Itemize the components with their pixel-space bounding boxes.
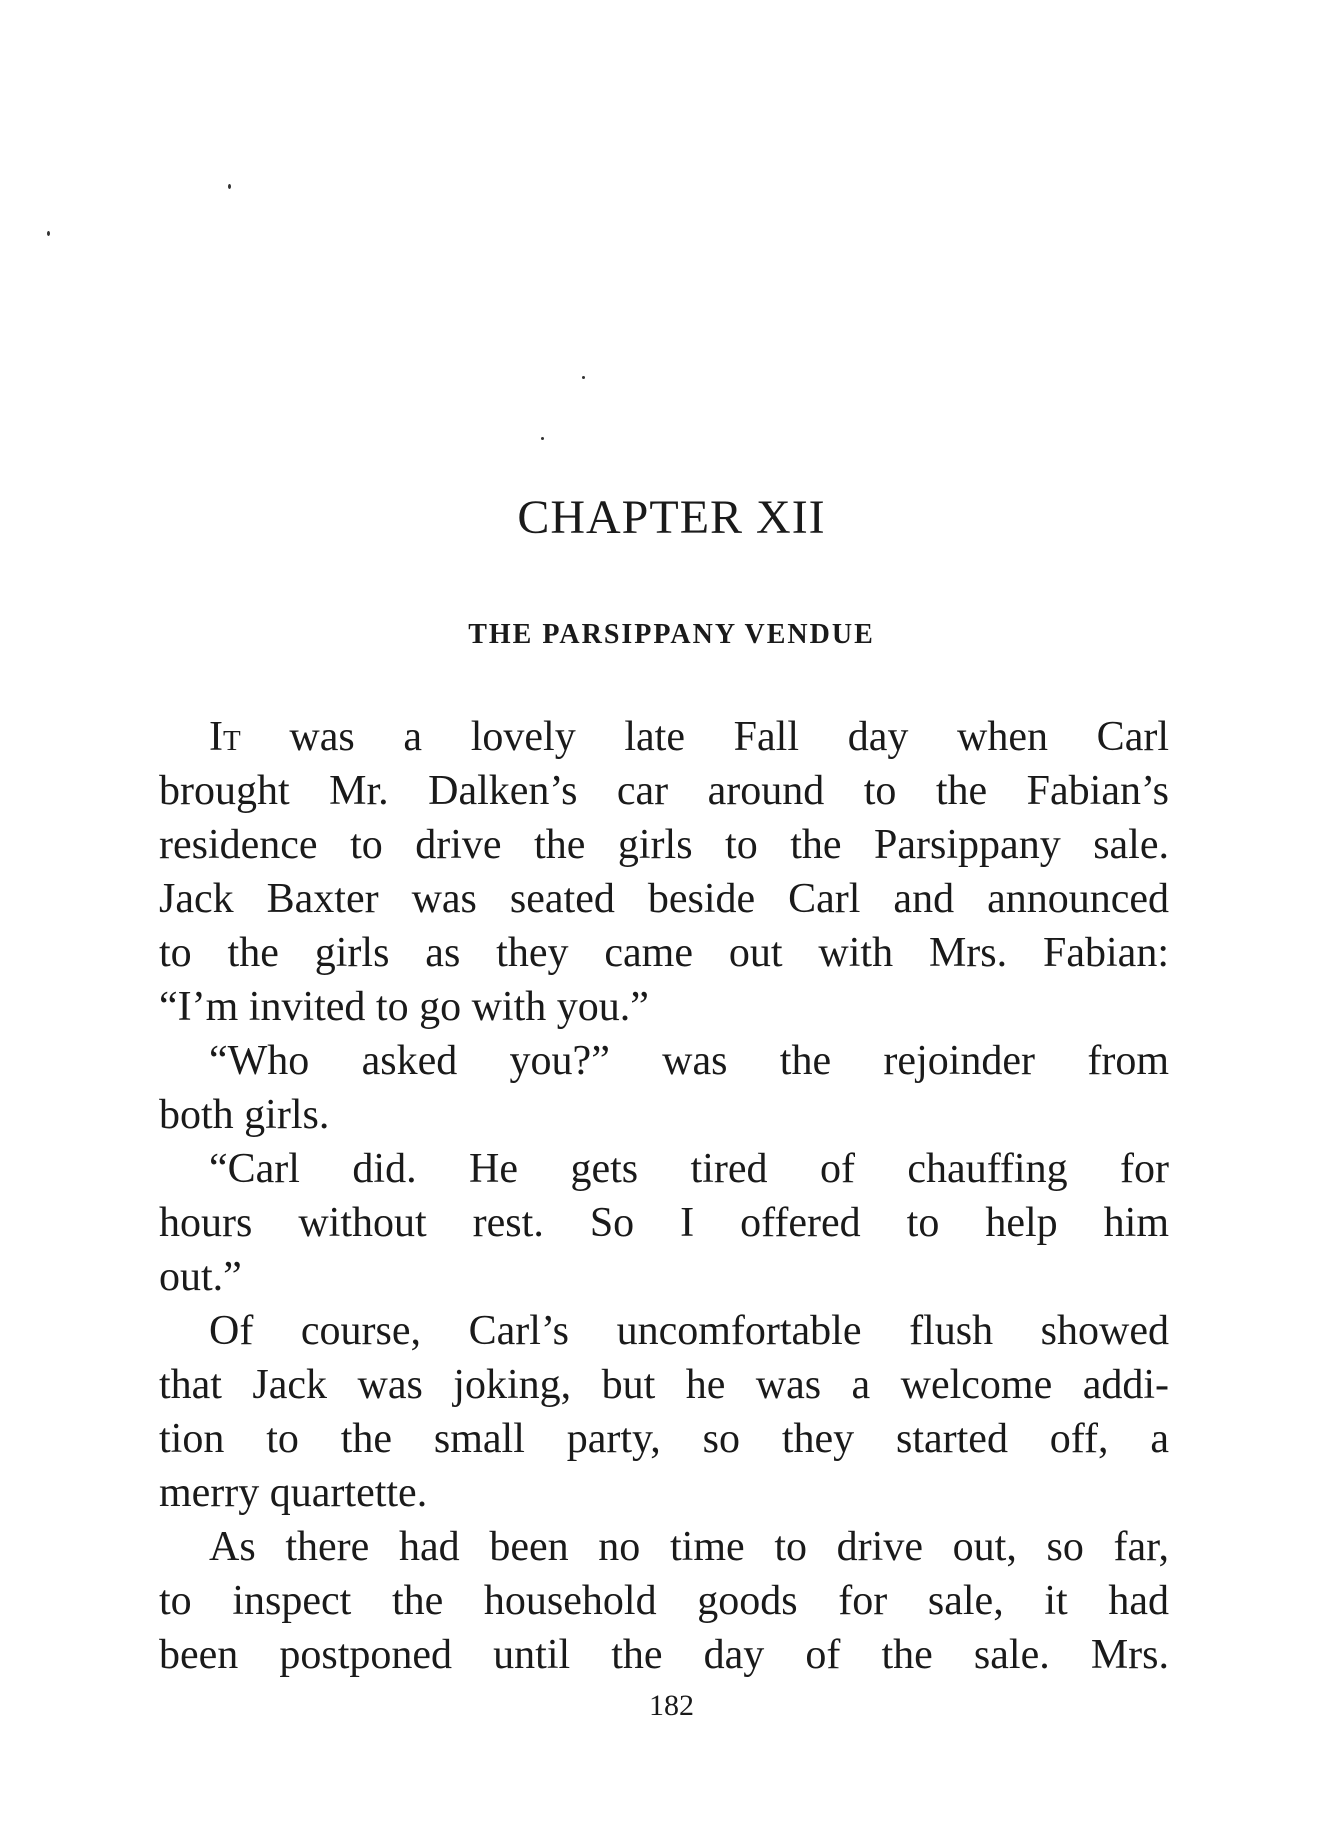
text-line: merry quartette. <box>159 1470 428 1516</box>
text-line: As there had been no time to drive out, so far, <box>209 1524 1169 1570</box>
text-line: “Carl did. He gets tired of chauffing for <box>209 1146 1169 1192</box>
paper-speck <box>47 231 50 236</box>
text-line: “Who asked you?” was the rejoinder from <box>209 1038 1169 1084</box>
body-text <box>159 710 1169 1682</box>
text-line: been postponed until the day of the sale. Mrs. <box>159 1632 1169 1678</box>
text-line: brought Mr. Dalken’s car around to the Fabian’s <box>159 768 1169 814</box>
text-line: residence to drive the girls to the Parsippany sale. <box>159 822 1169 868</box>
text-line: hours without rest. So I offered to help him <box>159 1200 1169 1246</box>
text-line-content: was a lovely late Fall day when Carl <box>240 714 1169 760</box>
paper-speck <box>228 184 231 189</box>
paper-speck <box>541 437 544 440</box>
page-number: 182 <box>649 1689 694 1722</box>
text-line: that Jack was joking, but he was a welcome addi- <box>159 1362 1169 1408</box>
text-line <box>159 710 1169 764</box>
text-line: out.” <box>159 1254 242 1300</box>
text-line: Of course, Carl’s uncomfortable flush showed <box>209 1308 1169 1354</box>
paper-speck <box>582 376 585 379</box>
text-line: tion to the small party, so they started off, a <box>159 1416 1169 1462</box>
text-line: both girls. <box>159 1092 330 1138</box>
text-line: “I’m invited to go with you.” <box>159 984 649 1030</box>
text-line: Jack Baxter was seated beside Carl and announced <box>159 876 1169 922</box>
text-line: to inspect the household goods for sale, it had <box>159 1578 1169 1624</box>
chapter-title: CHAPTER XII <box>517 491 826 544</box>
opening-word: It <box>209 714 241 760</box>
chapter-subtitle: THE PARSIPPANY VENDUE <box>468 619 875 650</box>
text-line: to the girls as they came out with Mrs. Fabian: <box>159 930 1169 976</box>
